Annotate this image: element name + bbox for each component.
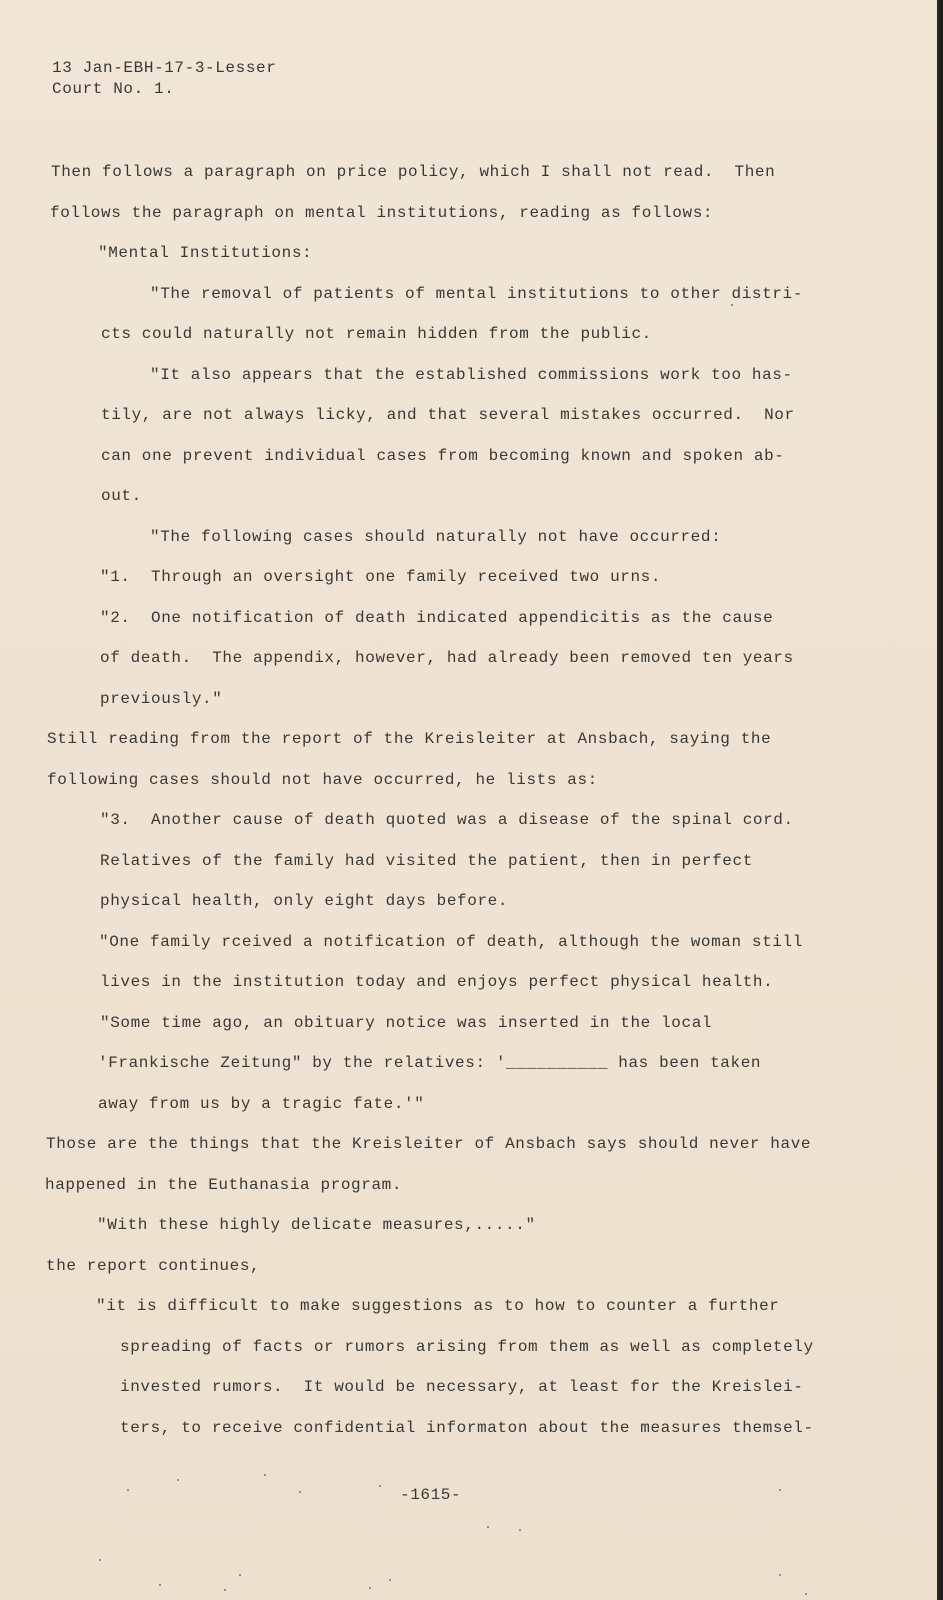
text-line: "1. Through an oversight one family received two urns. bbox=[100, 568, 662, 586]
header-court: Court No. 1. bbox=[52, 80, 175, 98]
text-line: of death. The appendix, however, had already been removed ten years bbox=[100, 649, 794, 667]
text-line: the report continues, bbox=[46, 1257, 261, 1275]
text-line: can one prevent individual cases from becoming known and spoken ab- bbox=[101, 447, 785, 465]
text-line: "Some time ago, an obituary notice was inserted in the local bbox=[100, 1014, 713, 1032]
text-line: happened in the Euthanasia program. bbox=[45, 1176, 403, 1194]
text-line: physical health, only eight days before. bbox=[100, 892, 509, 910]
text-line: "2. One notification of death indicated appendicitis as the cause bbox=[100, 609, 774, 627]
text-line: out. bbox=[101, 487, 142, 505]
text-line: following cases should not have occurred, he lists as: bbox=[47, 771, 598, 789]
text-line: follows the paragraph on mental institutions, reading as follows: bbox=[50, 204, 714, 222]
text-line: "With these highly delicate measures,....." bbox=[97, 1216, 536, 1234]
text-line: "It also appears that the established commissions work too has- bbox=[150, 366, 793, 384]
text-line: "One family rceived a notification of death, although the woman still bbox=[99, 933, 803, 951]
text-line: cts could naturally not remain hidden from the public. bbox=[101, 325, 652, 343]
text-line: lives in the institution today and enjoys perfect physical health. bbox=[100, 973, 774, 991]
text-line: Then follows a paragraph on price policy, which I shall not read. Then bbox=[51, 163, 776, 181]
text-line: invested rumors. It would be necessary, at least for the Kreislei- bbox=[120, 1378, 804, 1396]
text-line: Relatives of the family had visited the patient, then in perfect bbox=[100, 852, 753, 870]
text-line: tily, are not always licky, and that several mistakes occurred. Nor bbox=[101, 406, 795, 424]
text-line: "3. Another cause of death quoted was a disease of the spinal cord. bbox=[100, 811, 794, 829]
text-line: Still reading from the report of the Kreisleiter at Ansbach, saying the bbox=[47, 730, 772, 748]
header-reference: 13 Jan-EBH-17-3-Lesser bbox=[52, 59, 277, 77]
text-line: "Mental Institutions: bbox=[98, 244, 313, 262]
text-line: previously." bbox=[100, 690, 223, 708]
text-line: Those are the things that the Kreisleiter of Ansbach says should never have bbox=[46, 1135, 812, 1153]
page-number: -1615- bbox=[400, 1486, 462, 1504]
text-line: "The removal of patients of mental institutions to other distri- bbox=[150, 285, 803, 303]
text-line: "The following cases should naturally not have occurred: bbox=[150, 528, 722, 546]
text-line: "it is difficult to make suggestions as to how to counter a further bbox=[96, 1297, 780, 1315]
text-line: away from us by a tragic fate.'" bbox=[98, 1095, 425, 1113]
text-line: spreading of facts or rumors arising from them as well as completely bbox=[120, 1338, 814, 1356]
text-line: 'Frankische Zeitung" by the relatives: '__________ has been taken bbox=[98, 1054, 762, 1072]
text-line: ters, to receive confidential informaton about the measures themsel- bbox=[120, 1419, 814, 1437]
